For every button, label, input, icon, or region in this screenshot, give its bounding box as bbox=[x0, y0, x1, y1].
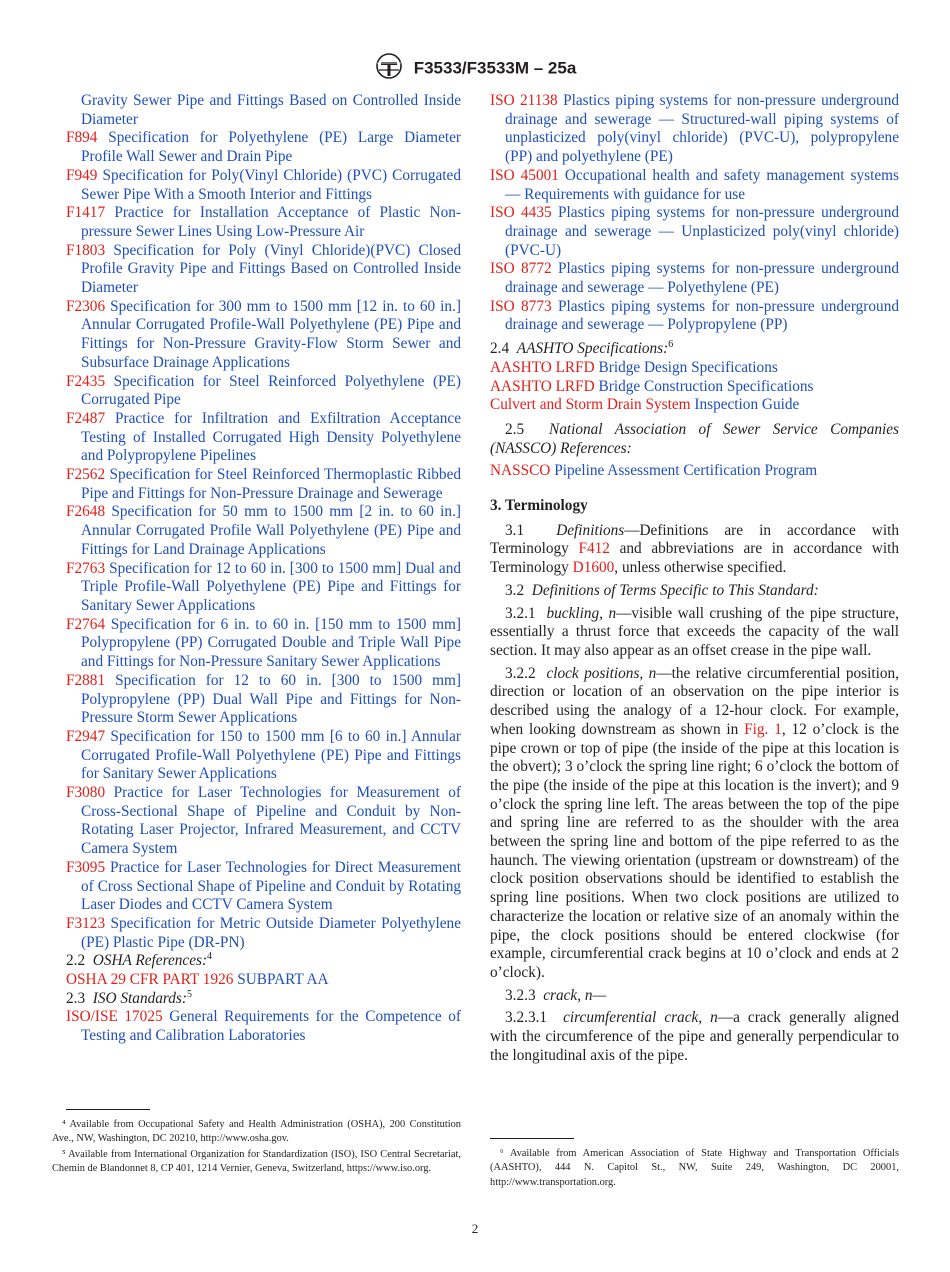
reference-title[interactable]: Specification for 12 to 60 in. [300 to 1500 mm] Polypropylene (PP) Dual Wall Pipe and Fittings for Non-Pressure Storm Sewer Applications bbox=[81, 671, 461, 727]
footnote-4: ⁴ Available from Occupational Safety and Health Administration (OSHA), 200 Constitution Ave., NW, Washington, DC 20210, http://www.osha.gov. bbox=[52, 1119, 461, 1145]
reference-title[interactable]: Inspection Guide bbox=[694, 396, 800, 414]
reference-code[interactable]: F2881 bbox=[66, 671, 106, 689]
reference-item[interactable] bbox=[490, 92, 899, 167]
section-title-terminology: 3. Terminology bbox=[490, 497, 588, 515]
reference-item[interactable] bbox=[66, 129, 462, 166]
reference-item[interactable] bbox=[66, 241, 461, 298]
right-column bbox=[490, 92, 899, 1069]
reference-list-astm bbox=[66, 129, 461, 952]
reference-title[interactable]: Specification for 150 to 1500 mm [6 to 60 in.] Annular Corrugated Profile-Wall Polyethylene (PE) Pipe and Fittings for Sanitary Sewer Applications bbox=[81, 727, 461, 783]
reference-item[interactable] bbox=[66, 204, 461, 241]
reference-title[interactable]: Practice for Installation Acceptance of Plastic Non-pressure Sewer Lines Using Low-Pressure Air bbox=[81, 204, 461, 240]
paragraph-3-2-1: 3.2.1 buckling, n—visible wall crushing of the pipe structure, essentially a thrust force that exceeds the capacity of the wall section. It may also appear as an offset crease in the pipe wall. bbox=[490, 604, 899, 659]
reference-code[interactable]: F2763 bbox=[66, 559, 106, 577]
paragraph-3-2-3-1: 3.2.3.1 circumferential crack, n—a crack generally aligned with the circumference of the pipe and generally perpendicular to the longitudinal axis of the pipe. bbox=[490, 1009, 899, 1064]
reference-code[interactable]: F1417 bbox=[66, 204, 106, 222]
reference-code[interactable]: ISO 4435 bbox=[490, 204, 552, 222]
reference-code[interactable]: F949 bbox=[66, 166, 98, 184]
reference-code[interactable]: ISO 8772 bbox=[490, 260, 552, 278]
reference-code[interactable]: ISO 21138 bbox=[490, 92, 558, 109]
reference-title[interactable]: Bridge Construction Specifications bbox=[598, 377, 814, 395]
reference-title[interactable]: Specification for 50 mm to 1500 mm [2 in. to 60 in.] Annular Corrugated Profile Wall Polyethylene (PE) Pipe and Fittings for Land Drainage Applications bbox=[81, 503, 462, 558]
reference-item[interactable] bbox=[66, 559, 461, 616]
iso-heading: 2.3 ISO Standards:$^5$ bbox=[66, 988, 192, 1007]
reference-code[interactable]: F2435 bbox=[66, 372, 106, 390]
reference-title[interactable]: Plastics piping systems for non-pressure underground drainage and sewerage — Polyethylene (PE) bbox=[505, 260, 899, 297]
ref-continuation[interactable]: Gravity Sewer Pipe and Fittings Based on Controlled Inside Diameter bbox=[81, 92, 461, 128]
reference-item[interactable] bbox=[490, 396, 899, 415]
reference-list-iso bbox=[490, 92, 899, 335]
reference-code[interactable]: F2562 bbox=[66, 466, 106, 484]
link-fig-1[interactable]: Fig. 1 bbox=[744, 720, 782, 738]
reference-item[interactable]: NASSCO Pipeline Assessment Certification Program bbox=[490, 462, 818, 480]
reference-item[interactable] bbox=[66, 409, 461, 466]
footnote-rule-left bbox=[66, 1109, 150, 1110]
page-header bbox=[0, 52, 950, 85]
reference-code[interactable]: ISO 8773 bbox=[490, 297, 552, 315]
reference-code[interactable]: F2487 bbox=[66, 409, 106, 427]
paragraph-3-2-2: 3.2.2 clock positions, n—the relative circumferential position, direction or location of an observation on the pipe interior is described using the analogy of a 12-hour clock. For example, when looking downstream as shown in Fig. 1, 12 o’clock is the pipe crown or top of pipe (the inside of the pipe at this location is the obvert); 3 o’clock the spring line right; 6 o’clock the bottom of the pipe (the inside of the pipe at this location is the invert); and 9 o’clock the spring line left. The areas between the top of the pipe and spring line are referred to as the shoulder with the area between the spring line and bottom of the pipe referred to as the haunch. The viewing orientation (upstream or downstream) of the clock position observations should be identified to establish the spring line positions. When two clock positions are utilized to characterize the location or relative size of an anomaly within the pipe, the clock positions should be entered clockwise (for example, circumferential crack begins at 10 o’clock and ends at 2 o’clock). bbox=[490, 664, 900, 981]
reference-title[interactable]: Practice for Laser Technologies for Measurement of Cross-Sectional Shape of Pipeline and Conduit by Non-Rotating Laser Projector, Infrared Measurement, and CCTV Camera System bbox=[81, 784, 461, 858]
link-f412[interactable]: F412 bbox=[578, 540, 610, 558]
reference-item[interactable] bbox=[66, 858, 461, 915]
paragraph-3-1: 3.1 Definitions—Definitions are in accordance with Terminology F412 and abbreviations are in accordance with Terminology D1600, unless otherwise specified. bbox=[490, 521, 900, 577]
reference-title[interactable]: Occupational health and safety management systems — Requirements with guidance for use bbox=[505, 166, 899, 203]
footnote-5: ⁵ Available from International Organization for Standardization (ISO), ISO Central Secretariat, Chemin de Blandonnet 8, CP 401, 1214 Vernier, Geneva, Switzerland, https://www.iso.org. bbox=[52, 1149, 461, 1175]
reference-item[interactable] bbox=[490, 204, 899, 260]
link-d1600[interactable]: D1600 bbox=[572, 559, 615, 577]
footnote-6: ⁶ Available from American Association of State Highway and Transportation Officials (AASHTO), 444 N. Capitol St., NW, Suite 249, Washington, DC 20001, http://www.transportation.org. bbox=[490, 1148, 899, 1188]
reference-title[interactable]: Practice for Laser Technologies for Direct Measurement of Cross Sectional Shape of Pipeline and Conduit by Rotating Laser Diodes and CCTV Camera System bbox=[81, 858, 461, 914]
reference-title[interactable]: Specification for Metric Outside Diameter Polyethylene (PE) Plastic Pipe (DR-PN) bbox=[81, 914, 461, 951]
reference-code[interactable]: F1803 bbox=[66, 241, 106, 259]
reference-title[interactable]: Specification for 12 to 60 in. [300 to 1500 mm] Dual and Triple Profile-Wall Polyethylene (PE) Pipe and Fittings for Sanitary Sewer Applications bbox=[81, 559, 461, 614]
reference-title[interactable]: Specification for Poly (Vinyl Chloride)(PVC) Closed Profile Gravity Pipe and Fittings Based on Controlled Inside Diameter bbox=[81, 241, 461, 297]
reference-item[interactable]: ISO/ISE 17025 General Requirements for the Competence of Testing and Calibration Laboratories bbox=[66, 1008, 461, 1045]
aashto-heading: 2.4 AASHTO Specifications:$^6$ bbox=[490, 339, 674, 358]
left-column bbox=[66, 92, 461, 1046]
reference-title[interactable]: Specification for Polyethylene (PE) Large Diameter Profile Wall Sewer and Drain Pipe bbox=[81, 129, 462, 166]
footnote-rule-right bbox=[490, 1138, 574, 1139]
reference-title[interactable]: Specification for Poly(Vinyl Chloride) (PVC) Corrugated Sewer Pipe With a Smooth Interior and Fittings bbox=[81, 166, 461, 203]
osha-heading: 2.2 OSHA References:$^4$ bbox=[66, 951, 213, 970]
astm-logo-icon bbox=[374, 52, 404, 85]
reference-item[interactable] bbox=[490, 260, 899, 297]
reference-list-aashto bbox=[490, 359, 899, 415]
reference-item[interactable] bbox=[66, 671, 461, 728]
reference-item[interactable]: OSHA 29 CFR PART 1926 SUBPART AA bbox=[66, 971, 329, 989]
reference-code[interactable]: F3123 bbox=[66, 914, 106, 932]
reference-code[interactable]: F3080 bbox=[66, 784, 106, 802]
reference-title[interactable]: Specification for Steel Reinforced Polyethylene (PE) Corrugated Pipe bbox=[81, 372, 461, 409]
reference-item[interactable] bbox=[66, 615, 461, 672]
reference-title[interactable]: Practice for Infiltration and Exfiltration Acceptance Testing of Installed Corrugated High Density Polyethylene and Polypropylene Pipelines bbox=[81, 409, 461, 465]
nassco-heading: 2.5 National Association of Sewer Service Companies (NASSCO) References: bbox=[490, 420, 899, 457]
reference-item[interactable] bbox=[66, 466, 462, 503]
reference-item[interactable] bbox=[490, 358, 899, 378]
paragraph-3-2: 3.2 Definitions of Terms Specific to This Standard: bbox=[505, 581, 819, 599]
reference-item[interactable] bbox=[66, 727, 461, 784]
reference-code[interactable]: F894 bbox=[66, 129, 98, 147]
reference-code[interactable]: F3095 bbox=[66, 858, 106, 876]
reference-item[interactable] bbox=[66, 503, 462, 559]
reference-title[interactable]: Plastics piping systems for non-pressure underground drainage and sewerage — Unplasticized poly(vinyl chloride) (PVC-U) bbox=[505, 204, 899, 259]
reference-item[interactable] bbox=[66, 372, 461, 410]
reference-item[interactable] bbox=[66, 166, 461, 204]
reference-item[interactable] bbox=[66, 297, 461, 373]
reference-code[interactable]: F2764 bbox=[66, 615, 106, 633]
paragraph-3-2-3: 3.2.3 crack, n— bbox=[505, 986, 607, 1004]
reference-title[interactable]: Specification for 6 in. to 60 in. [150 mm to 1500 mm] Polypropylene (PP) Corrugated Double and Triple Wall Pipe and Fittings for Non-Pressure Sanitary Sewer Applications bbox=[81, 615, 461, 671]
reference-code[interactable]: AASHTO LRFD bbox=[490, 377, 595, 395]
reference-title[interactable]: Specification for Steel Reinforced Thermoplastic Ribbed Pipe and Fittings for Non-Pressure Drainage and Sewerage bbox=[81, 466, 462, 502]
reference-title[interactable]: Bridge Design Specifications bbox=[598, 358, 778, 376]
reference-code[interactable]: ISO 45001 bbox=[490, 166, 559, 184]
reference-title[interactable]: Specification for 300 mm to 1500 mm [12 in. to 60 in.] Annular Corrugated Profile-Wall Polyethylene (PE) Pipe and Fittings for Non-Pressure Gravity-Flow Storm Sewer and Subsurface Drainage Applications bbox=[81, 297, 461, 371]
reference-title[interactable]: Plastics piping systems for non-pressure underground drainage and sewerage — Structured-wall piping systems of unplasticized poly(vinyl chloride) (PVC-U), polypropylene (PP) and polyethylene (PE) bbox=[505, 92, 899, 166]
page-number: 2 bbox=[471, 1221, 479, 1236]
reference-code[interactable]: AASHTO LRFD bbox=[490, 358, 595, 376]
reference-code[interactable]: Culvert and Storm Drain System bbox=[490, 396, 691, 414]
reference-item[interactable] bbox=[490, 166, 899, 204]
reference-title[interactable]: Plastics piping systems for non-pressure underground drainage and sewerage — Polypropylene (PP) bbox=[505, 297, 899, 334]
reference-code[interactable]: F2306 bbox=[66, 297, 106, 315]
reference-code[interactable]: F2648 bbox=[66, 503, 106, 521]
reference-item[interactable] bbox=[66, 914, 461, 952]
reference-item[interactable] bbox=[66, 784, 461, 859]
reference-code[interactable]: F2947 bbox=[66, 727, 106, 745]
document-designation: F3533/F3533M – 25a bbox=[413, 58, 577, 78]
reference-item[interactable] bbox=[490, 377, 899, 397]
reference-item[interactable] bbox=[490, 297, 899, 335]
